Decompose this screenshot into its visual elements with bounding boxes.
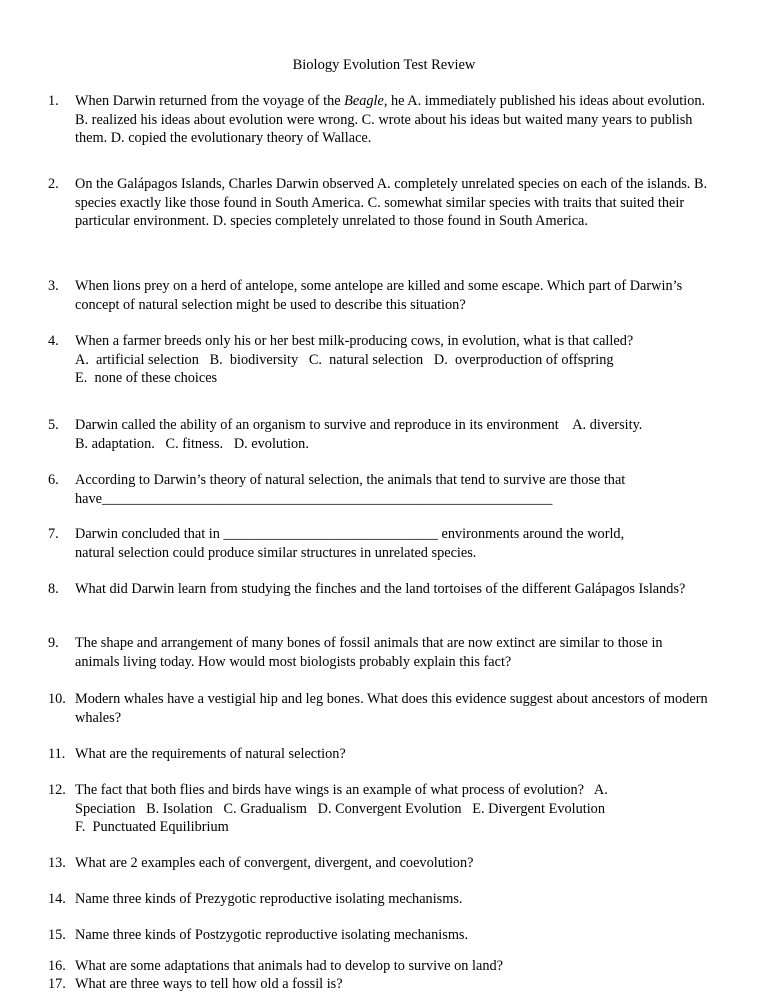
- question-text: What are the requirements of natural selection?: [75, 746, 346, 762]
- question-number: 8.: [48, 581, 59, 597]
- question-number: 1.: [48, 93, 59, 109]
- question-text: According to Darwin’s theory of natural selection, the animals that tend to survive are those that have_______________________________________________________________: [75, 472, 626, 507]
- question-9: [48, 634, 710, 671]
- question-text: What are 2 examples each of convergent, divergent, and coevolution?: [75, 855, 474, 871]
- question-7: [48, 525, 710, 562]
- question-11: [48, 745, 710, 764]
- question-text: Name three kinds of Postzygotic reproductive isolating mechanisms.: [75, 927, 469, 943]
- question-number: 9.: [48, 635, 59, 651]
- question-3: [48, 277, 710, 314]
- question-number: 5.: [48, 417, 59, 433]
- question-number: 12.: [48, 782, 66, 798]
- page-title: Biology Evolution Test Review: [292, 57, 476, 73]
- question-number: 14.: [48, 891, 66, 907]
- question-17: [48, 975, 710, 994]
- question-text: What are three ways to tell how old a fossil is?: [75, 976, 343, 992]
- question-14: [48, 890, 710, 909]
- question-text: When Darwin returned from the voyage of the Beagle, he A. immediately published his ideas about evolution. B. realized his ideas about evolution were wrong. C. wrote about his ideas but waited many years to publish them. D. copied the evolutionary theory of Wallace.: [75, 93, 706, 147]
- question-1: [48, 92, 710, 148]
- question-number: 4.: [48, 333, 59, 349]
- question-text: The shape and arrangement of many bones of fossil animals that are now extinct are similar to those in animals living today. How would most biologists probably explain this fact?: [75, 635, 663, 670]
- question-4: [48, 332, 710, 388]
- question-15: [48, 926, 710, 945]
- question-2: [48, 175, 710, 231]
- question-number: 3.: [48, 278, 59, 294]
- question-text: On the Galápagos Islands, Charles Darwin observed A. completely unrelated species on each of the islands. B. species exactly like those found in South America. C. somewhat similar species with traits that suited their particular environment. D. species completely unrelated to those found in South America.: [75, 176, 708, 230]
- question-text: When a farmer breeds only his or her best milk-producing cows, in evolution, what is that called? A. artificial selection B. biodiversity C. natural selection D. overproduction of offspring E. none of these choices: [75, 333, 634, 387]
- question-5: [48, 416, 710, 453]
- question-number: 6.: [48, 472, 59, 488]
- question-text: What are some adaptations that animals had to develop to survive on land?: [75, 958, 503, 974]
- question-12: [48, 781, 710, 837]
- question-number: 7.: [48, 526, 59, 542]
- question-16: [48, 957, 710, 976]
- question-text: The fact that both flies and birds have wings is an example of what process of evolution? A. Speciation B. Isolation C. Gradualism D. Convergent Evolution E. Divergent Evolution F. Punctuated Equilibrium: [75, 782, 608, 836]
- question-number: 13.: [48, 855, 66, 871]
- question-text: Name three kinds of Prezygotic reproductive isolating mechanisms.: [75, 891, 463, 907]
- question-8: [48, 580, 710, 599]
- question-text: When lions prey on a herd of antelope, some antelope are killed and some escape. Which part of Darwin’s concept of natural selection might be used to describe this situation?: [75, 278, 683, 313]
- question-number: 11.: [48, 746, 66, 762]
- question-number: 16.: [48, 958, 66, 974]
- question-number: 17.: [48, 976, 66, 992]
- question-text: Modern whales have a vestigial hip and leg bones. What does this evidence suggest about ancestors of modern whales?: [75, 691, 708, 726]
- question-text: What did Darwin learn from studying the finches and the land tortoises of the different Galápagos Islands?: [75, 581, 686, 597]
- question-6: [48, 471, 710, 508]
- question-13: [48, 854, 710, 873]
- question-number: 2.: [48, 176, 59, 192]
- question-number: 10.: [48, 691, 66, 707]
- question-text: Darwin concluded that in ______________________________ environments around the world, natural selection could produce similar structures in unrelated species.: [75, 526, 625, 561]
- question-text: Darwin called the ability of an organism to survive and reproduce in its environment A. diversity. B. adaptation. C. fitness. D. evolution.: [75, 417, 643, 452]
- question-10: [48, 690, 710, 727]
- question-number: 15.: [48, 927, 66, 943]
